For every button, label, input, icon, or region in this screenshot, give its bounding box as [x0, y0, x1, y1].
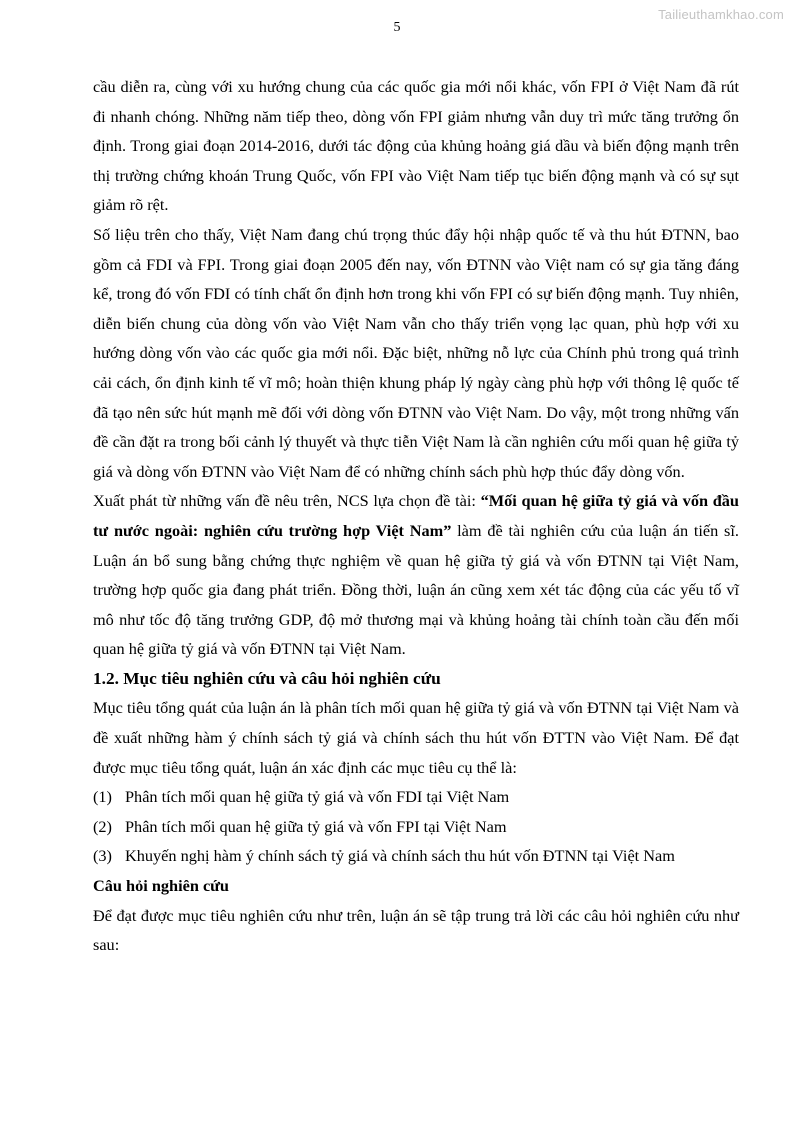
watermark: Tailieuthamkhao.com [658, 7, 784, 22]
paragraph-fpi-trend: cầu diễn ra, cùng với xu hướng chung của các quốc gia mới nổi khác, vốn FPI ở Việt Nam đã rút đi nhanh chóng. Những năm tiếp theo, dòng vốn FPI giảm nhưng vẫn duy trì mức tăng trưởng ổn định. Trong giai đoạn 2014-2016, dưới tác động của khủng hoảng giá dầu và biến động mạnh trên thị trường chứng khoán Trung Quốc, vốn FPI vào Việt Nam tiếp tục biến động mạnh và có sự sụt giảm rõ rệt. [93, 77, 739, 215]
objective-number: (2) [93, 816, 112, 836]
objective-text: Khuyến nghị hàm ý chính sách tỷ giá và chính sách thu hút vốn ĐTNN tại Việt Nam [125, 846, 675, 866]
section-heading: 1.2. Mục tiêu nghiên cứu và câu hỏi nghiên cứu [93, 668, 441, 688]
objective-text: Phân tích mối quan hệ giữa tỷ giá và vốn FPI tại Việt Nam [125, 816, 507, 836]
research-questions-heading: Câu hỏi nghiên cứu [93, 876, 229, 896]
objective-number: (1) [93, 787, 112, 807]
paragraph-objectives-intro: Mục tiêu tổng quát của luận án là phân tích mối quan hệ giữa tỷ giá và vốn ĐTNN tại Việt Nam và đề xuất những hàm ý chính sách tỷ giá và chính sách thu hút vốn ĐTTN vào Việt Nam. Để đạt được mục tiêu tổng quát, luận án xác định các mục tiêu cụ thể là: [93, 698, 739, 777]
objective-text: Phân tích mối quan hệ giữa tỷ giá và vốn FDI tại Việt Nam [125, 787, 510, 807]
objective-item [93, 782, 739, 812]
topic-lead-text: Xuất phát từ những vấn đề nêu trên, NCS lựa chọn đề tài: [93, 491, 481, 511]
paragraph-thesis-topic [93, 486, 739, 664]
objective-item [93, 812, 739, 842]
page-number: 5 [393, 20, 401, 35]
document-body [93, 72, 739, 960]
topic-rest-text: làm đề tài nghiên cứu của luận án tiến sĩ. Luận án bổ sung bằng chứng thực nghiệm về quan hệ giữa tỷ giá và vốn ĐTNN tại Việt Nam, trường hợp quốc gia đang phát triển. Đồng thời, luận án cũng xem xét tác động của các yếu tố vĩ mô như tốc độ tăng trưởng GDP, độ mở thương mại và khủng hoảng tài chính toàn cầu đến mối quan hệ giữa tỷ giá và vốn ĐTNN tại Việt Nam. [93, 520, 739, 659]
thesis-title: “Mối quan hệ giữa tỷ giá và vốn đầu tư nước ngoài: nghiên cứu trường hợp Việt Nam” [93, 491, 739, 540]
objective-number: (3) [93, 846, 112, 866]
paragraph-data-summary: Số liệu trên cho thấy, Việt Nam đang chú trọng thúc đẩy hội nhập quốc tế và thu hút ĐTNN, bao gồm cả FDI và FPI. Trong giai đoạn 2005 đến nay, vốn ĐTNN vào Việt nam có sự gia tăng đáng kể, trong đó vốn FDI có tính chất ổn định hơn trong khi vốn FPI có sự biến động mạnh. Tuy nhiên, diễn biến chung của dòng vốn vào Việt Nam vẫn cho thấy triển vọng lạc quan, phù hợp với xu hướng dòng vốn vào các quốc gia mới nổi. Đặc biệt, những nỗ lực của Chính phủ trong quá trình cải cách, ổn định kinh tế vĩ mô; hoàn thiện khung pháp lý ngày càng phù hợp với thông lệ quốc tế đã tạo nên sức hút mạnh mẽ đối với dòng vốn ĐTNN vào Việt Nam. Do vậy, một trong những vấn đề cần đặt ra trong bối cảnh lý thuyết và thực tiễn Việt Nam là cần nghiên cứu mối quan hệ giữa tỷ giá và dòng vốn ĐTNN vào Việt Nam để có những chính sách phù hợp thúc đẩy dòng vốn. [93, 224, 739, 481]
objective-item [93, 841, 739, 871]
paragraph-questions-intro: Để đạt được mục tiêu nghiên cứu như trên, luận án sẽ tập trung trả lời các câu hỏi nghiên cứu như sau: [93, 905, 739, 955]
